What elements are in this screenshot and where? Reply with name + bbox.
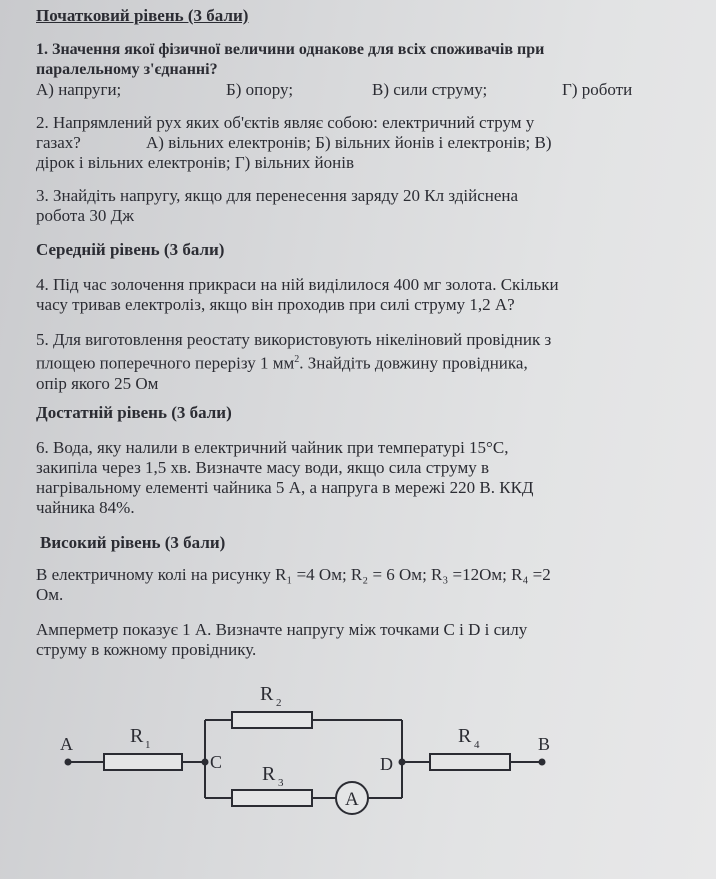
label-r2: R bbox=[260, 683, 274, 705]
section-high bbox=[36, 533, 676, 553]
node-a bbox=[65, 759, 72, 766]
node-d bbox=[399, 759, 406, 766]
q2-line2 bbox=[36, 133, 676, 153]
q1-line2: паралельному з'єднанні? bbox=[36, 61, 218, 78]
label-r2-sub: 2 bbox=[276, 697, 282, 709]
q4-line2: часу тривав електроліз, якщо він проходив при силі струму 1,2 А? bbox=[36, 295, 515, 314]
q1-option-b: Б) опору; bbox=[226, 80, 294, 99]
q5-line1: 5. Для виготовлення реостату використовують нікеліновий провідник з bbox=[36, 330, 552, 349]
q6-line2: закипіла через 1,5 хв. Визначте масу води, якщо сила струму в bbox=[36, 458, 489, 477]
q1-options bbox=[36, 80, 676, 100]
q3-line1: 3. Знайдіть напругу, якщо для перенесення заряду 20 Кл здійснена bbox=[36, 186, 519, 205]
q6-line1: 6. Вода, яку налили в електричний чайник при температурі 15°С, bbox=[36, 438, 509, 457]
label-r3: R bbox=[262, 763, 276, 785]
resistor-r2 bbox=[232, 712, 312, 728]
section-basic bbox=[36, 6, 676, 26]
q1-option-d: Г) роботи bbox=[562, 80, 633, 99]
question-3 bbox=[36, 186, 676, 226]
label-b: B bbox=[538, 734, 551, 754]
q7-line4: струму в кожному провіднику. bbox=[36, 640, 257, 659]
q2-line2-a: газах? bbox=[36, 133, 81, 152]
section-basic-heading: Початковий рівень (3 бали) bbox=[36, 6, 249, 25]
label-r1-sub: 1 bbox=[145, 739, 151, 751]
q7-line2: Ом. bbox=[36, 585, 64, 604]
resistor-r3 bbox=[232, 790, 312, 806]
resistor-r4 bbox=[430, 754, 510, 770]
question-6 bbox=[36, 438, 676, 518]
resistor-r1 bbox=[104, 754, 182, 770]
label-ammeter: A bbox=[345, 789, 359, 810]
label-r1: R bbox=[130, 725, 144, 747]
section-high-heading: Високий рівень (3 бали) bbox=[40, 533, 226, 552]
question-7 bbox=[36, 565, 676, 660]
q5-line3: опір якого 25 Ом bbox=[36, 373, 159, 393]
q5-line2-a: площею поперечного перерізу 1 мм bbox=[36, 353, 295, 373]
q7-line1: В електричному колі на рисунку R₁ =4 Ом; R₂ = 6 Ом; R₃ =12Ом; R₄ =2 bbox=[36, 565, 551, 584]
node-c bbox=[202, 759, 209, 766]
section-medium-heading: Середній рівень (3 бали) bbox=[36, 240, 225, 259]
label-r4-sub: 4 bbox=[474, 739, 480, 751]
q1-option-a: А) напруги; bbox=[36, 80, 122, 99]
label-c: C bbox=[210, 752, 223, 772]
q3-line2: робота 30 Дж bbox=[36, 206, 134, 225]
label-a: A bbox=[60, 734, 73, 754]
q5-line2-b: . Знайдіть довжину провідника, bbox=[299, 353, 528, 373]
q1-option-c: В) сили струму; bbox=[372, 80, 488, 99]
section-sufficient bbox=[36, 403, 676, 423]
q7-line3: Амперметр показує 1 А. Визначте напругу між точками С і D і силу bbox=[36, 620, 528, 639]
q5-superscript: 2 bbox=[294, 354, 300, 365]
question-1 bbox=[36, 40, 676, 100]
label-d: D bbox=[380, 754, 393, 774]
q1-line1: 1. Значення якої фізичної величини однакове для всіх споживачів при bbox=[36, 41, 545, 58]
circuit-diagram bbox=[0, 670, 716, 820]
label-r3-sub: 3 bbox=[278, 777, 284, 789]
question-2 bbox=[36, 113, 676, 173]
q2-line3: дірок і вільних електронів; Г) вільних йонів bbox=[36, 153, 354, 172]
section-sufficient-heading: Достатній рівень (3 бали) bbox=[36, 403, 232, 422]
q6-line4: чайника 84%. bbox=[36, 498, 135, 517]
label-r4: R bbox=[458, 725, 472, 747]
q5-line2 bbox=[36, 350, 676, 374]
question-5 bbox=[36, 330, 676, 394]
question-4 bbox=[36, 275, 676, 315]
section-medium bbox=[36, 240, 676, 260]
q6-line3: нагрівальному елементі чайника 5 А, а напруга в мережі 220 В. ККД bbox=[36, 478, 534, 497]
q2-line2-b: А) вільних електронів; Б) вільних йонів і електронів; В) bbox=[146, 133, 552, 152]
node-b bbox=[539, 759, 546, 766]
q4-line1: 4. Під час золочення прикраси на ній виділилося 400 мг золота. Скільки bbox=[36, 275, 559, 294]
q2-line1: 2. Напрямлений рух яких об'єктів являє собою: електричний струм у bbox=[36, 113, 535, 132]
